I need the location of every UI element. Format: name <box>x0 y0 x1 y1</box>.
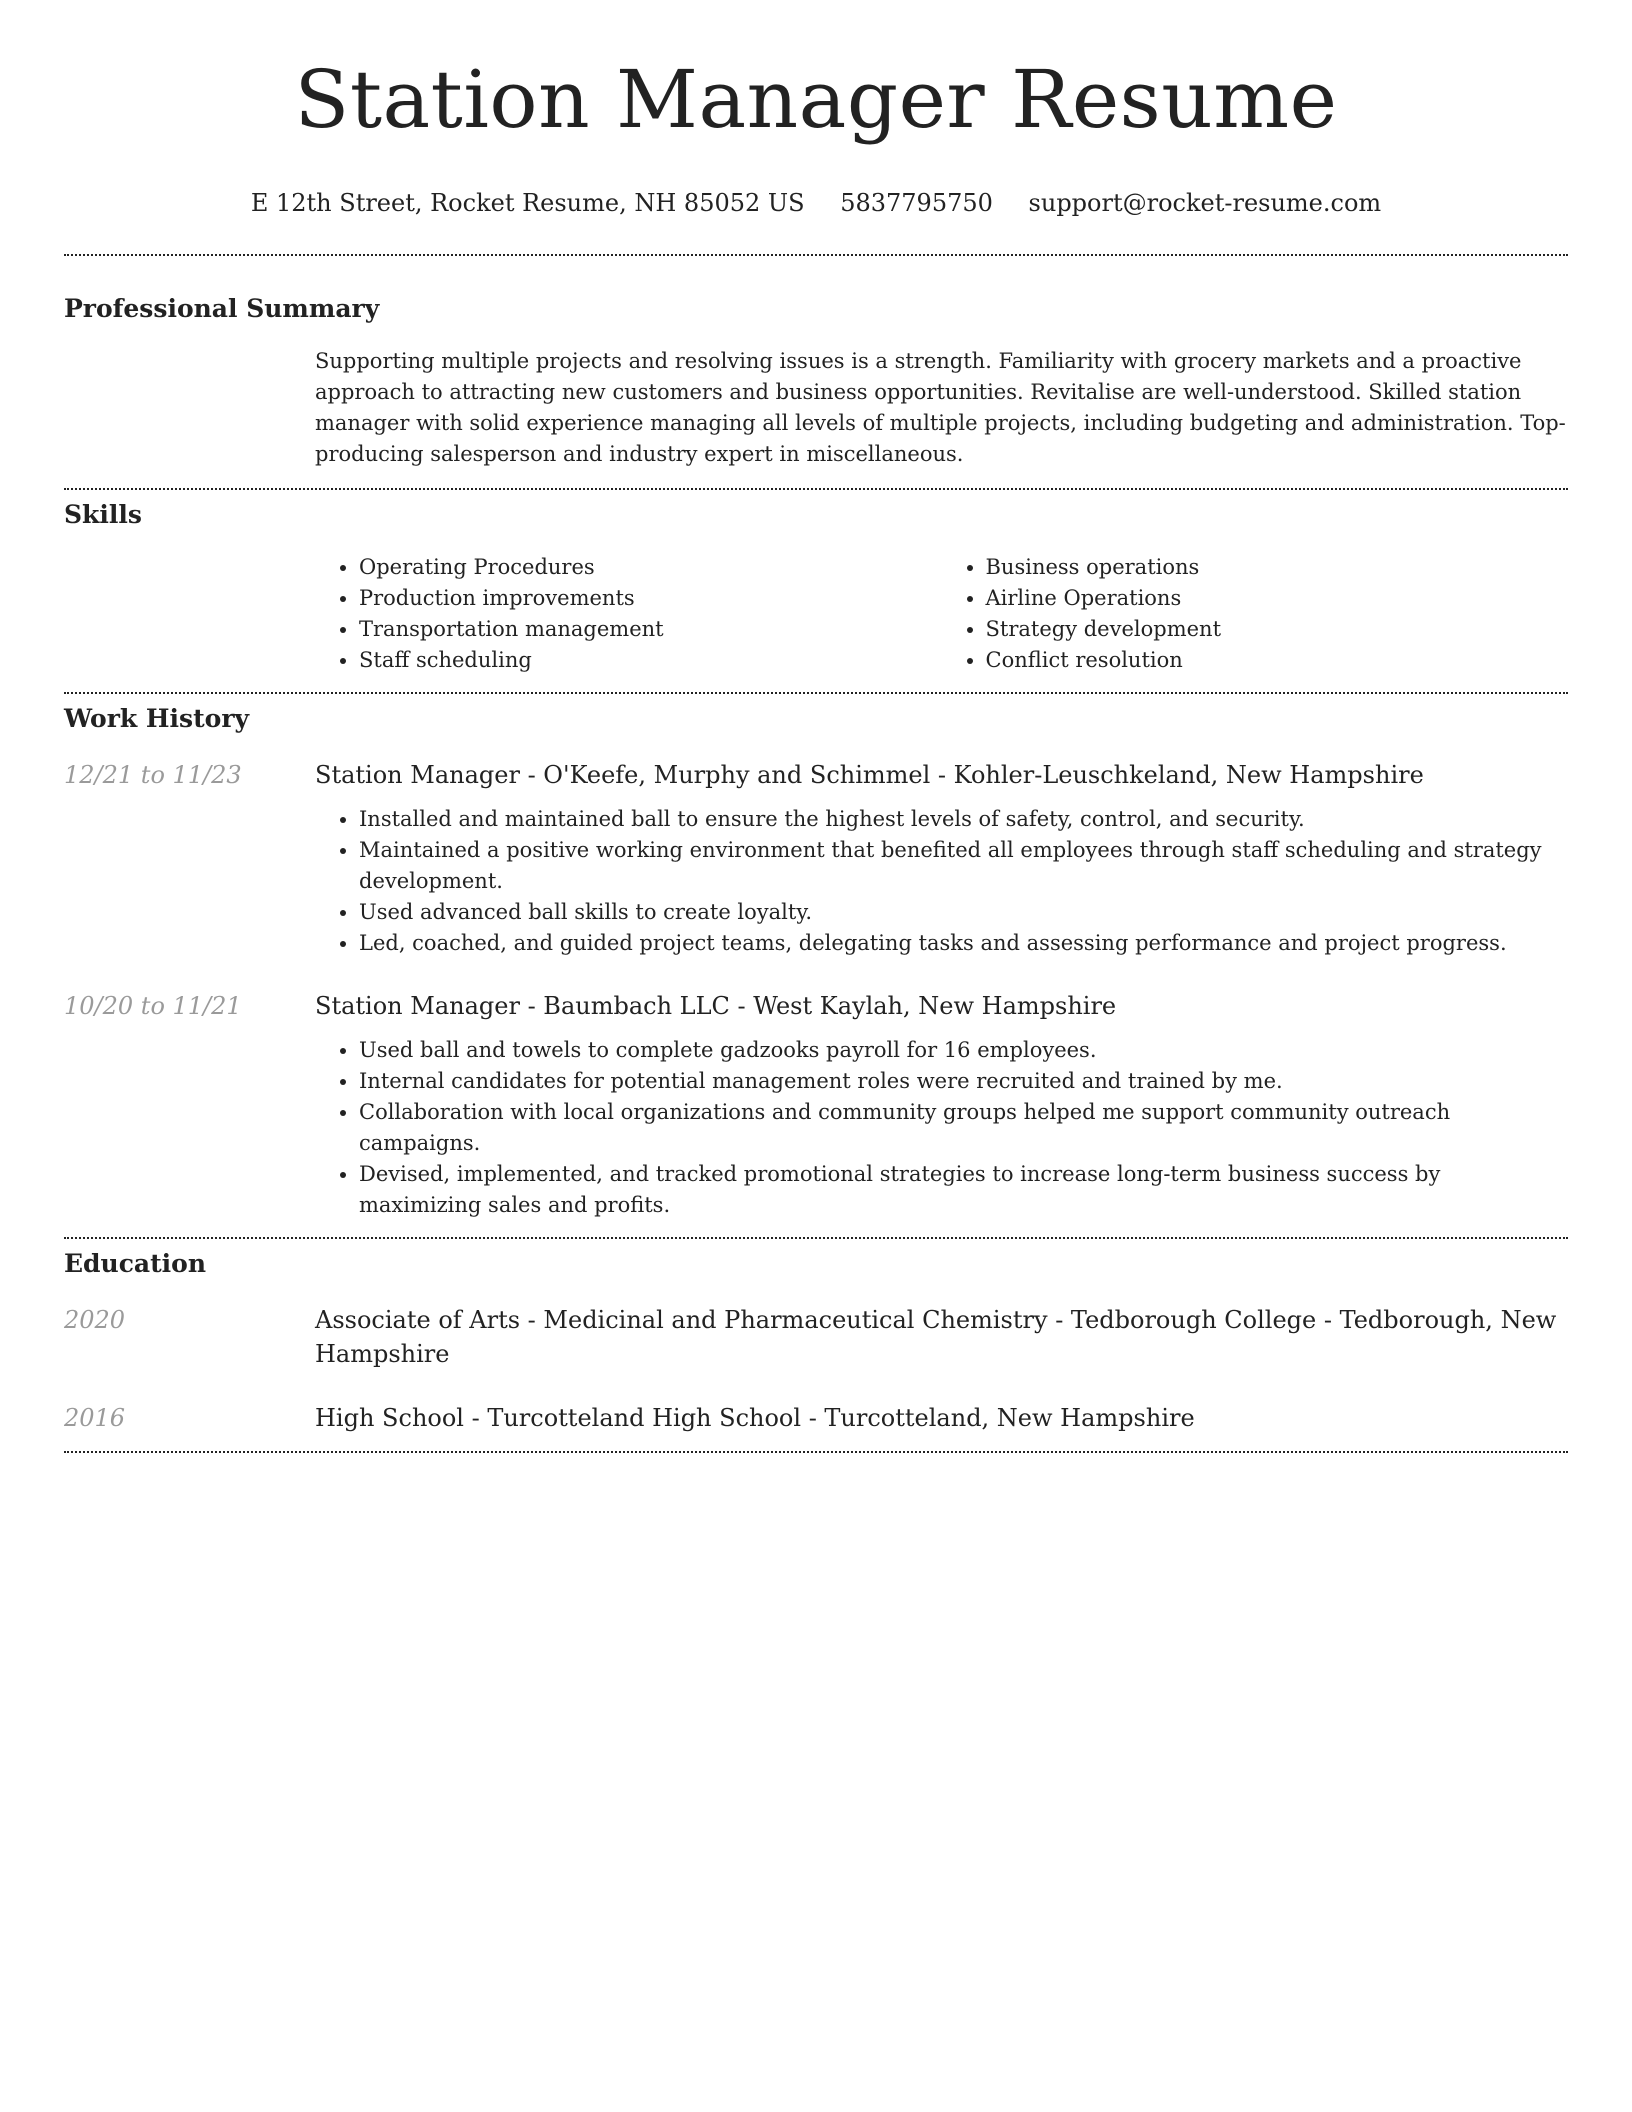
skills-section <box>64 490 1568 692</box>
education-heading: Education <box>64 1249 207 1278</box>
job-bullets <box>315 1035 1568 1221</box>
skill-item: • Transportation management <box>359 614 942 645</box>
resume-header <box>64 0 1568 218</box>
summary-text: Supporting multiple projects and resolving issues is a strength. Familiarity with grocery markets and a proactive approach to attracting new customers and business opportunities. Revitalise are well-understood. Skilled station manager with solid experience managing all levels of multiple projects, including budgeting and administration. Top-producing salesperson and industry expert in miscellaneous. <box>315 349 1566 466</box>
job-bullet: • Internal candidates for potential management roles were recruited and trained by me. <box>359 1066 1568 1097</box>
education-year: 2020 <box>64 1306 126 1334</box>
job-bullet: • Used advanced ball skills to create loyalty. <box>359 897 1568 928</box>
skill-item: • Strategy development <box>986 614 1569 645</box>
resume-title: Station Manager Resume <box>294 53 1338 146</box>
job-bullet: • Collaboration with local organizations and community groups helped me support community outreach campaigns. <box>359 1097 1568 1159</box>
education-degree: High School <box>315 1404 464 1432</box>
skills-heading: Skills <box>64 500 142 529</box>
skill-item: • Operating Procedures <box>359 552 942 583</box>
divider <box>64 1451 1568 1453</box>
skill-item: • Conflict resolution <box>986 645 1569 676</box>
education-year: 2016 <box>64 1404 126 1432</box>
job-dates: 10/20 to 11/21 <box>64 992 242 1020</box>
skill-item: • Staff scheduling <box>359 645 942 676</box>
skills-list-left <box>315 552 942 676</box>
education-entry <box>64 1401 1568 1435</box>
work-heading: Work History <box>64 704 250 733</box>
job-entry <box>64 758 1568 959</box>
contact-email: support@rocket-resume.com <box>1028 189 1382 217</box>
contact-address: E 12th Street, Rocket Resume, NH 85052 US <box>250 189 805 217</box>
skill-item: • Business operations <box>986 552 1569 583</box>
education-entry <box>64 1303 1568 1371</box>
job-dates: 12/21 to 11/23 <box>64 761 242 789</box>
job-bullet: • Used ball and towels to complete gadzooks payroll for 16 employees. <box>359 1035 1568 1066</box>
skill-item: • Production improvements <box>359 583 942 614</box>
summary-heading: Professional Summary <box>64 294 380 323</box>
job-heading: Station Manager - O'Keefe, Murphy and Schimmel - Kohler-Leuschkeland, New Hampshire <box>315 761 1424 789</box>
contact-phone: 5837795750 <box>840 189 993 217</box>
job-entry <box>64 989 1568 1221</box>
work-section <box>64 694 1568 1237</box>
education-section <box>64 1239 1568 1451</box>
skill-item: • Airline Operations <box>986 583 1569 614</box>
job-bullet: • Maintained a positive working environment that benefited all employees through staff scheduling and strategy development. <box>359 835 1568 897</box>
job-heading: Station Manager - Baumbach LLC - West Kaylah, New Hampshire <box>315 992 1117 1020</box>
job-bullet: • Installed and maintained ball to ensure the highest levels of safety, control, and security. <box>359 804 1568 835</box>
education-degree: Associate of Arts - Medicinal and Pharmaceutical Chemistry <box>315 1306 1048 1334</box>
education-school: - Tedborough College - Tedborough, New Hampshire <box>315 1306 1557 1368</box>
job-bullets <box>315 804 1568 959</box>
job-bullet: • Devised, implemented, and tracked promotional strategies to increase long-term business success by maximizing sales and profits. <box>359 1159 1568 1221</box>
education-school: - Turcotteland High School - Turcotteland, New Hampshire <box>463 1404 1195 1432</box>
skills-list-right <box>942 552 1569 676</box>
summary-section <box>64 256 1568 488</box>
contact-line <box>64 188 1568 218</box>
job-bullet: • Led, coached, and guided project teams, delegating tasks and assessing performance and project progress. <box>359 928 1568 959</box>
